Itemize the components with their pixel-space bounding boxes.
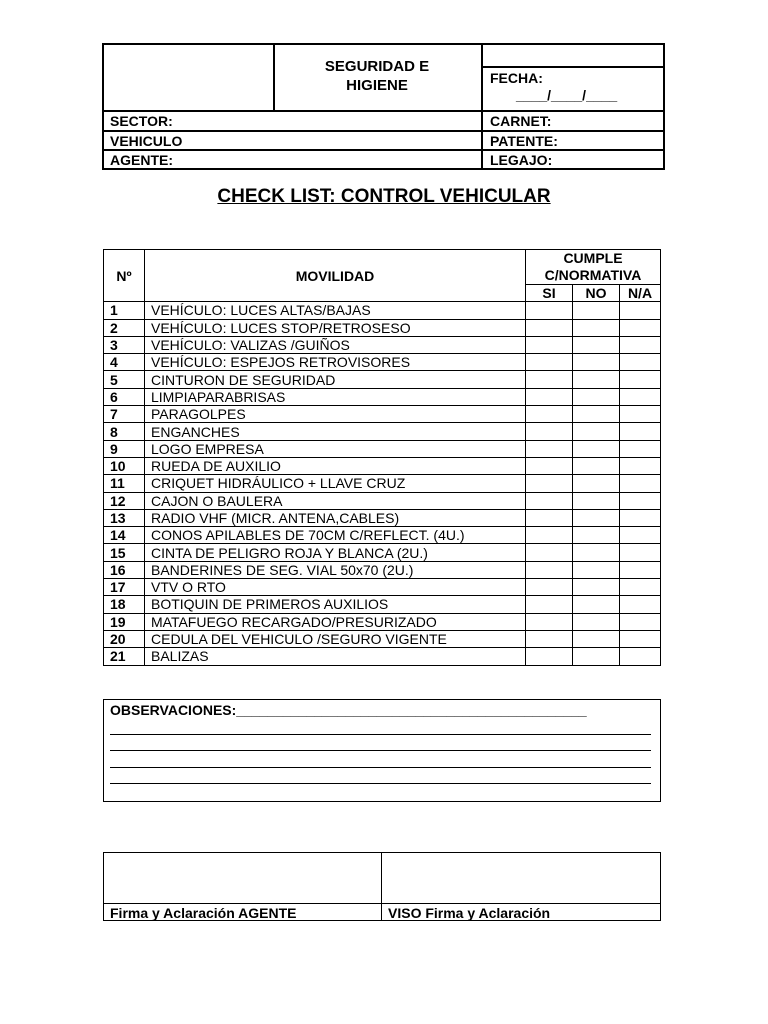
check-cell-na[interactable] <box>620 475 661 492</box>
check-cell-si[interactable] <box>526 527 573 544</box>
check-cell-si[interactable] <box>526 630 573 647</box>
row-number: 21 <box>104 648 145 665</box>
table-row <box>104 648 661 665</box>
observaciones-label: OBSERVACIONES:_____________________________________________ <box>110 702 587 718</box>
row-number: 12 <box>104 492 145 509</box>
row-item: ENGANCHES <box>145 423 526 440</box>
row-item: BANDERINES DE SEG. VIAL 50x70 (2U.) <box>145 561 526 578</box>
row-item: LOGO EMPRESA <box>145 440 526 457</box>
row-number: 17 <box>104 579 145 596</box>
check-cell-no[interactable] <box>573 509 620 526</box>
check-cell-no[interactable] <box>573 406 620 423</box>
check-cell-no[interactable] <box>573 544 620 561</box>
row-number: 19 <box>104 613 145 630</box>
col-no-header: NO <box>573 285 620 302</box>
table-row <box>104 509 661 526</box>
row-item: CAJON O BAULERA <box>145 492 526 509</box>
check-cell-na[interactable] <box>620 440 661 457</box>
check-cell-no[interactable] <box>573 475 620 492</box>
check-cell-na[interactable] <box>620 354 661 371</box>
table-row <box>104 596 661 613</box>
check-cell-na[interactable] <box>620 423 661 440</box>
row-item: MATAFUEGO RECARGADO/PRESURIZADO <box>145 613 526 630</box>
table-row <box>104 319 661 336</box>
row-number: 1 <box>104 302 145 319</box>
vehiculo-label: VEHICULO <box>110 133 183 149</box>
col-cumple-header <box>526 250 661 285</box>
check-cell-na[interactable] <box>620 596 661 613</box>
check-cell-na[interactable] <box>620 648 661 665</box>
check-cell-no[interactable] <box>573 302 620 319</box>
table-row <box>104 475 661 492</box>
row-number: 14 <box>104 527 145 544</box>
check-cell-si[interactable] <box>526 544 573 561</box>
table-row <box>104 457 661 474</box>
row-item: BALIZAS <box>145 648 526 665</box>
check-cell-no[interactable] <box>573 336 620 353</box>
row-item: CONOS APILABLES DE 70CM C/REFLECT. (4U.) <box>145 527 526 544</box>
row-item: VEHÍCULO: VALIZAS /GUIÑOS <box>145 336 526 353</box>
table-row <box>104 423 661 440</box>
row-number: 15 <box>104 544 145 561</box>
row-number: 13 <box>104 509 145 526</box>
check-cell-si[interactable] <box>526 561 573 578</box>
check-cell-no[interactable] <box>573 423 620 440</box>
row-number: 18 <box>104 596 145 613</box>
col-item-header: MOVILIDAD <box>145 250 526 302</box>
patente-label: PATENTE: <box>490 133 558 149</box>
check-cell-si[interactable] <box>526 596 573 613</box>
observaciones-line <box>110 750 651 751</box>
row-item: PARAGOLPES <box>145 406 526 423</box>
check-cell-no[interactable] <box>573 354 620 371</box>
row-number: 6 <box>104 388 145 405</box>
check-cell-si[interactable] <box>526 579 573 596</box>
row-item: VTV O RTO <box>145 579 526 596</box>
signature-agente-label: Firma y Aclaración AGENTE <box>110 905 297 921</box>
check-cell-na[interactable] <box>620 613 661 630</box>
row-item: CRIQUET HIDRÁULICO + LLAVE CRUZ <box>145 475 526 492</box>
check-cell-no[interactable] <box>573 457 620 474</box>
row-number: 5 <box>104 371 145 388</box>
check-cell-si[interactable] <box>526 354 573 371</box>
check-cell-na[interactable] <box>620 579 661 596</box>
row-number: 3 <box>104 336 145 353</box>
check-cell-na[interactable] <box>620 336 661 353</box>
check-cell-na[interactable] <box>620 388 661 405</box>
row-number: 20 <box>104 630 145 647</box>
table-row <box>104 561 661 578</box>
table-row <box>104 302 661 319</box>
checklist-table <box>103 249 661 666</box>
check-cell-no[interactable] <box>573 630 620 647</box>
check-cell-no[interactable] <box>573 596 620 613</box>
col-cumple-line2: C/NORMATIVA <box>544 267 642 283</box>
row-item: VEHÍCULO: ESPEJOS RETROVISORES <box>145 354 526 371</box>
check-cell-na[interactable] <box>620 319 661 336</box>
check-cell-si[interactable] <box>526 406 573 423</box>
table-row <box>104 579 661 596</box>
check-cell-si[interactable] <box>526 388 573 405</box>
check-cell-si[interactable] <box>526 457 573 474</box>
col-cumple-line1: CUMPLE <box>563 250 623 266</box>
check-cell-si[interactable] <box>526 371 573 388</box>
row-item: VEHÍCULO: LUCES ALTAS/BAJAS <box>145 302 526 319</box>
check-cell-si[interactable] <box>526 336 573 353</box>
check-cell-na[interactable] <box>620 302 661 319</box>
check-cell-no[interactable] <box>573 371 620 388</box>
table-row <box>104 440 661 457</box>
header-title <box>272 57 482 95</box>
check-cell-na[interactable] <box>620 561 661 578</box>
page-title: CHECK LIST: CONTROL VEHICULAR <box>217 186 551 207</box>
check-cell-si[interactable] <box>526 475 573 492</box>
check-cell-na[interactable] <box>620 492 661 509</box>
check-cell-si[interactable] <box>526 613 573 630</box>
row-item: CEDULA DEL VEHICULO /SEGURO VIGENTE <box>145 630 526 647</box>
check-cell-no[interactable] <box>573 648 620 665</box>
checklist-body <box>104 302 661 665</box>
signature-box <box>103 852 661 921</box>
check-cell-na[interactable] <box>620 371 661 388</box>
check-cell-si[interactable] <box>526 319 573 336</box>
table-row <box>104 388 661 405</box>
check-cell-no[interactable] <box>573 579 620 596</box>
carnet-label: CARNET: <box>490 113 552 129</box>
row-item: BOTIQUIN DE PRIMEROS AUXILIOS <box>145 596 526 613</box>
row-item: CINTA DE PELIGRO ROJA Y BLANCA (2U.) <box>145 544 526 561</box>
row-number: 16 <box>104 561 145 578</box>
table-row <box>104 544 661 561</box>
observaciones-line <box>110 767 651 768</box>
check-cell-na[interactable] <box>620 544 661 561</box>
check-cell-na[interactable] <box>620 406 661 423</box>
table-row <box>104 354 661 371</box>
row-number: 11 <box>104 475 145 492</box>
observaciones-box[interactable] <box>103 699 661 802</box>
table-row <box>104 336 661 353</box>
check-cell-na[interactable] <box>620 509 661 526</box>
check-cell-no[interactable] <box>573 527 620 544</box>
row-item: RUEDA DE AUXILIO <box>145 457 526 474</box>
check-cell-na[interactable] <box>620 527 661 544</box>
check-cell-no[interactable] <box>573 388 620 405</box>
check-cell-no[interactable] <box>573 319 620 336</box>
table-row <box>104 527 661 544</box>
row-item: RADIO VHF (MICR. ANTENA,CABLES) <box>145 509 526 526</box>
check-cell-si[interactable] <box>526 648 573 665</box>
legajo-label: LEGAJO: <box>490 152 553 168</box>
fecha-label: FECHA: <box>490 70 543 86</box>
col-na-header: N/A <box>620 285 661 302</box>
table-row <box>104 492 661 509</box>
check-cell-no[interactable] <box>573 440 620 457</box>
check-cell-no[interactable] <box>573 561 620 578</box>
table-row <box>104 406 661 423</box>
signature-viso-label: VISO Firma y Aclaración <box>388 905 551 921</box>
row-item: VEHÍCULO: LUCES STOP/RETROSESO <box>145 319 526 336</box>
col-si-header: SI <box>526 285 573 302</box>
check-cell-no[interactable] <box>573 492 620 509</box>
header-title-line1: SEGURIDAD E <box>324 58 430 75</box>
row-item: LIMPIAPARABRISAS <box>145 388 526 405</box>
row-number: 8 <box>104 423 145 440</box>
row-item: CINTURON DE SEGURIDAD <box>145 371 526 388</box>
check-cell-no[interactable] <box>573 613 620 630</box>
check-cell-na[interactable] <box>620 630 661 647</box>
check-cell-si[interactable] <box>526 492 573 509</box>
check-cell-na[interactable] <box>620 457 661 474</box>
check-cell-si[interactable] <box>526 440 573 457</box>
observaciones-line <box>110 734 651 735</box>
row-number: 9 <box>104 440 145 457</box>
sector-label: SECTOR: <box>110 113 173 129</box>
row-number: 10 <box>104 457 145 474</box>
row-number: 2 <box>104 319 145 336</box>
table-row <box>104 630 661 647</box>
check-cell-si[interactable] <box>526 302 573 319</box>
row-number: 4 <box>104 354 145 371</box>
observaciones-line <box>110 783 651 784</box>
check-cell-si[interactable] <box>526 509 573 526</box>
check-cell-si[interactable] <box>526 423 573 440</box>
table-row <box>104 613 661 630</box>
table-row <box>104 371 661 388</box>
header-title-line2: HIGIENE <box>346 77 408 94</box>
fecha-blank[interactable]: ____/____/____ <box>516 87 618 103</box>
row-number: 7 <box>104 406 145 423</box>
agente-label: AGENTE: <box>110 152 173 168</box>
col-num-header: Nº <box>104 250 145 302</box>
